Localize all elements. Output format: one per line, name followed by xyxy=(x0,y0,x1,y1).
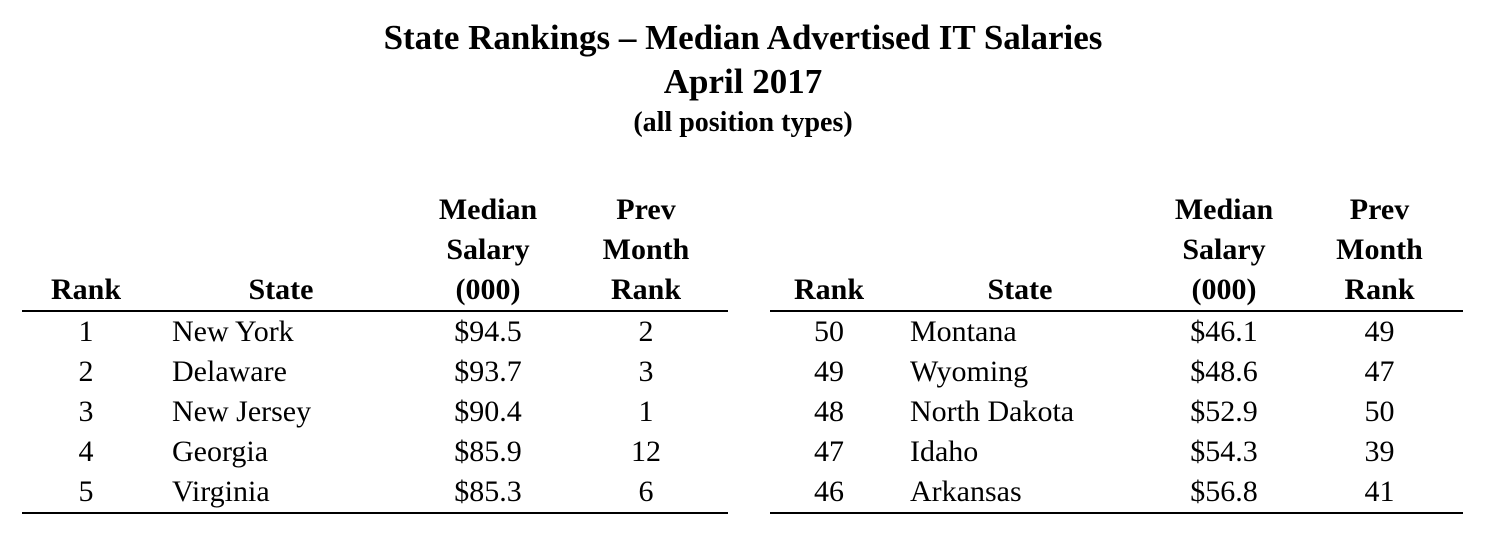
salary-header: Median Salary (000) xyxy=(412,190,564,311)
salary-cell: $54.3 xyxy=(1190,435,1258,468)
salary-cell: $52.9 xyxy=(1190,395,1258,428)
table-row xyxy=(770,432,1463,472)
rank-header: Rank xyxy=(22,190,150,311)
state-cell: Montana xyxy=(910,315,1017,348)
state-header: State xyxy=(888,190,1152,311)
prev-rank-cell: 49 xyxy=(1364,315,1395,348)
table-row xyxy=(770,352,1463,392)
page-note: (all position types) xyxy=(633,107,853,138)
prev-rank-header: Prev Month Rank xyxy=(1296,190,1463,311)
top-states-table xyxy=(22,190,728,514)
state-cell: New York xyxy=(172,315,294,348)
page-title: State Rankings – Median Advertised IT Salaries xyxy=(383,18,1103,57)
page-subtitle: April 2017 xyxy=(663,62,823,101)
state-cell: North Dakota xyxy=(910,395,1075,428)
state-cell: Georgia xyxy=(172,435,269,468)
table-row xyxy=(770,472,1463,513)
prev-rank-header: Prev Month Rank xyxy=(564,190,728,311)
salary-cell: $93.7 xyxy=(454,355,522,388)
bottom-states-table xyxy=(770,190,1463,514)
prev-rank-cell: 2 xyxy=(638,315,654,348)
table-row xyxy=(22,472,728,513)
salary-cell: $46.1 xyxy=(1190,315,1258,348)
rank-cell: 2 xyxy=(78,355,94,388)
prev-rank-cell: 1 xyxy=(638,395,654,428)
prev-rank-cell: 12 xyxy=(631,435,661,468)
table-row xyxy=(770,311,1463,352)
salary-cell: $48.6 xyxy=(1190,355,1258,388)
rank-cell: 49 xyxy=(814,355,844,388)
prev-rank-cell: 39 xyxy=(1364,435,1395,468)
rank-cell: 48 xyxy=(814,395,844,428)
state-cell: Arkansas xyxy=(888,472,1152,513)
rank-cell: 3 xyxy=(78,395,94,428)
prev-rank-cell: 6 xyxy=(564,472,728,513)
salary-cell: $85.3 xyxy=(412,472,564,513)
salary-cell: $90.4 xyxy=(454,395,522,428)
rank-cell: 46 xyxy=(770,472,888,513)
state-cell: Virginia xyxy=(150,472,412,513)
prev-rank-cell: 3 xyxy=(638,355,654,388)
salary-cell: $85.9 xyxy=(454,435,522,468)
salary-header: Median Salary (000) xyxy=(1152,190,1296,311)
prev-rank-cell: 50 xyxy=(1364,395,1395,428)
state-cell: New Jersey xyxy=(172,395,312,428)
rank-cell: 47 xyxy=(814,435,844,468)
table-row xyxy=(22,392,728,432)
table-row xyxy=(770,392,1463,432)
table-row xyxy=(22,352,728,392)
salary-cell: $56.8 xyxy=(1152,472,1296,513)
rank-cell: 1 xyxy=(78,315,94,348)
prev-rank-cell: 47 xyxy=(1364,355,1395,388)
state-header: State xyxy=(150,190,412,311)
state-cell: Wyoming xyxy=(910,355,1029,388)
rank-header: Rank xyxy=(770,190,888,311)
state-cell: Delaware xyxy=(172,355,287,388)
rank-cell: 50 xyxy=(814,315,844,348)
rank-cell: 4 xyxy=(78,435,94,468)
table-header-row xyxy=(22,190,728,311)
state-cell: Idaho xyxy=(910,435,979,468)
title-block xyxy=(0,16,1486,142)
rank-cell: 5 xyxy=(22,472,150,513)
prev-rank-cell: 41 xyxy=(1296,472,1463,513)
table-row xyxy=(22,432,728,472)
salary-cell: $94.5 xyxy=(454,315,522,348)
table-header-row xyxy=(770,190,1463,311)
table-row xyxy=(22,311,728,352)
